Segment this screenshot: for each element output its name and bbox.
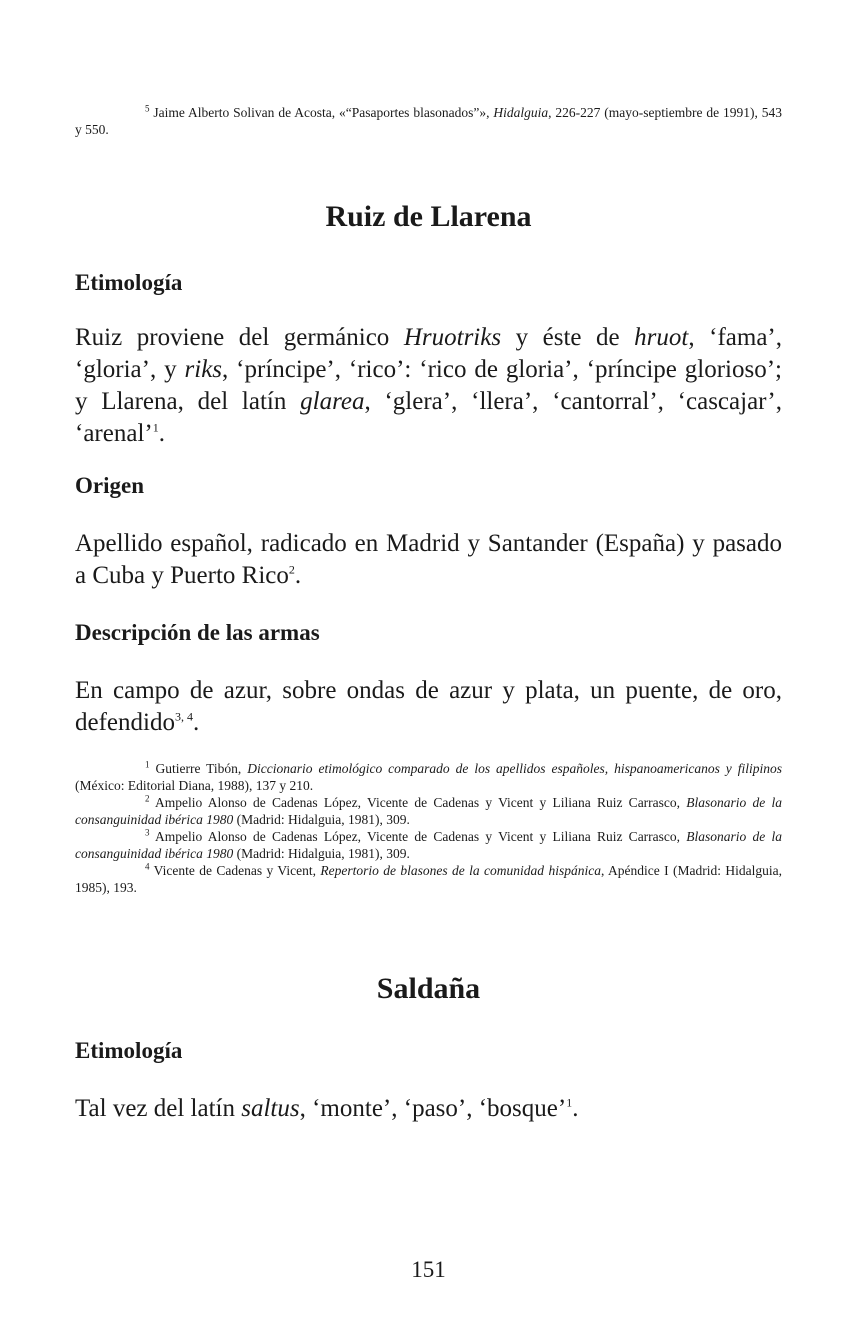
heading-descripcion-armas: Descripción de las armas [75, 620, 320, 645]
section-title-saldana: Saldaña [376, 972, 481, 1005]
section-title-ruiz-de-llarena: Ruiz de Llarena [325, 200, 532, 233]
footnote-ref: 1 [152, 420, 159, 435]
heading-origen: Origen [75, 473, 144, 498]
heading-etimologia-saldana: Etimología [75, 1038, 183, 1063]
footnote-ref: 2 [288, 562, 295, 577]
footnote-italic: Hidalguia [493, 105, 549, 120]
paragraph-origen: Apellido español, radicado en Madrid y Santander (España) y pasado a Cuba y Puerto Rico$^2$. [75, 530, 782, 589]
footnotes [75, 760, 782, 896]
footnote-2: $^2$ Ampelio Alonso de Cadenas López, Vicente de Cadenas y Vicent y Liliana Ruiz Carrasco, Blasonario de la consanguinidad ibérica 1980 (Madrid: Hidalguia, 1981), 309. [75, 793, 782, 827]
heading-etimologia: Etimología [75, 270, 183, 295]
footnote-5 [75, 104, 782, 138]
footnote-ref: 3, 4 [174, 709, 193, 724]
page-number: 151 [411, 1257, 446, 1282]
footnote-number: 5 [145, 103, 150, 114]
footnote-4: $^4$ Vicente de Cadenas y Vicent, Repertorio de blasones de la comunidad hispánica, Apéndice I (Madrid: Hidalguia, 1985), 193. [75, 861, 782, 895]
footnote-1: $^1$ Gutierre Tibón, Diccionario etimológico comparado de los apellidos españoles, hispanoamericanos y filipinos (México: Editorial Diana, 1988), 137 y 210. [75, 759, 783, 793]
paragraph-etimologia: Ruiz proviene del germánico Hruotriks y éste de hruot, ‘fama’, ‘gloria’, y riks, ‘príncipe’, ‘rico’: ‘rico de gloria’, ‘príncipe glorioso’; y Llarena, del latín glarea, ‘glera’, ‘llera’, ‘cantorral’, ‘cascajar’, ‘arenal’$^1$. [75, 324, 783, 447]
paragraph-armas: En campo de azur, sobre ondas de azur y plata, un puente, de oro, defendido$^{3, 4}$. [75, 677, 782, 736]
footnote-text: Jaime Alberto Solivan de Acosta, «“Pasaportes blasonados”», [153, 105, 494, 120]
paragraph-etimologia-saldana: Tal vez del latín saltus, ‘monte’, ‘paso’, ‘bosque’$^1$. [75, 1095, 579, 1122]
footnote-ref: 1 [566, 1095, 573, 1110]
footnote-3: $^3$ Ampelio Alonso de Cadenas López, Vicente de Cadenas y Vicent y Liliana Ruiz Carrasco, Blasonario de la consanguinidad ibérica 1980 (Madrid: Hidalguia, 1981), 309. [75, 827, 782, 861]
footnote-text: , 226-227 (mayo-septiembre de 1991), 543 y 550. [75, 105, 783, 137]
